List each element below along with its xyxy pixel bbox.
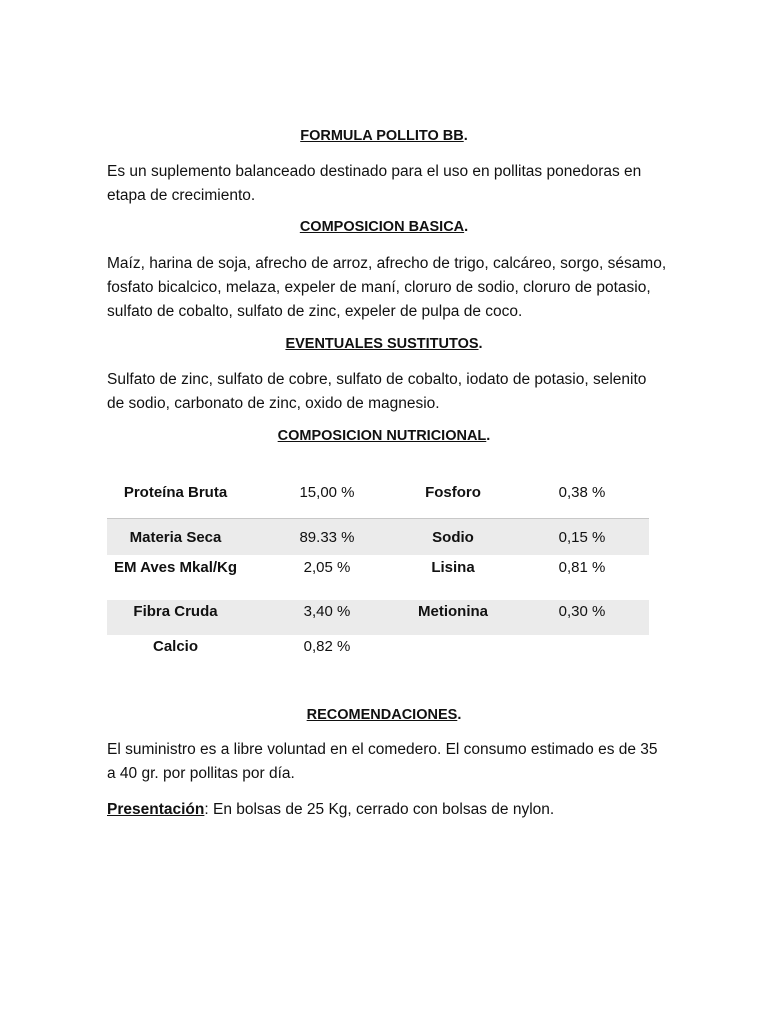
nutrient-value: 0,30 % xyxy=(558,603,606,620)
nutrient-name: EM Aves Mkal/Kg xyxy=(113,559,238,576)
page-title xyxy=(0,128,768,144)
nutrient-value: 0,15 % xyxy=(558,529,606,546)
title-text: FORMULA POLLITO BB xyxy=(300,128,464,144)
nutrient-name: Proteína Bruta xyxy=(123,484,228,501)
composicion-nutricional-heading-text: COMPOSICION NUTRICIONAL xyxy=(277,428,487,444)
table-row xyxy=(107,635,649,671)
eventuales-sustitutos-heading xyxy=(0,336,768,352)
composicion-nutricional-heading xyxy=(0,428,768,444)
presentacion-colon: : xyxy=(204,801,209,818)
composicion-nutricional-heading-suffix: . xyxy=(486,428,491,444)
intro-paragraph: Es un suplemento balanceado destinado para el uso en pollitas ponedoras en etapa de crecimiento. xyxy=(107,163,642,204)
nutrient-name: Fosforo xyxy=(425,484,481,501)
presentacion-label: Presentación xyxy=(107,801,205,818)
nutrient-value: 3,40 % xyxy=(303,603,351,620)
recomendaciones-text: El suministro es a libre voluntad en el comedero. El consumo estimado es de 35 a 40 gr. por pollitas por día. xyxy=(107,741,658,782)
nutrient-value: 0,81 % xyxy=(558,559,606,576)
recomendaciones-heading xyxy=(0,707,768,723)
nutrient-name: Materia Seca xyxy=(129,529,222,546)
composicion-basica-heading-text: COMPOSICION BASICA xyxy=(299,219,465,235)
table-row xyxy=(107,518,649,555)
table-row xyxy=(107,474,649,518)
table-row xyxy=(107,600,649,635)
eventuales-sustitutos-heading-text: EVENTUALES SUSTITUTOS xyxy=(285,336,479,352)
nutrient-value: 0,82 % xyxy=(303,638,351,655)
composicion-basica-heading-suffix: . xyxy=(464,219,469,235)
title-suffix: . xyxy=(463,128,468,144)
nutrient-name: Metionina xyxy=(418,603,488,620)
nutrition-table xyxy=(107,474,649,671)
recomendaciones-heading-text: RECOMENDACIONES xyxy=(306,707,458,723)
eventuales-sustitutos-heading-suffix: . xyxy=(478,336,483,352)
recomendaciones-heading-suffix: . xyxy=(457,707,462,723)
nutrient-value: 15,00 % xyxy=(299,484,355,501)
nutrient-name: Sodio xyxy=(432,529,474,546)
nutrient-value: 2,05 % xyxy=(303,559,351,576)
composicion-basica-text: Maíz, harina de soja, afrecho de arroz, afrecho de trigo, calcáreo, sorgo, sésamo, fosfato bicalcico, melaza, expeler de maní, cloruro de sodio, cloruro de potasio, sulfato de cobalto, sulfato de zinc, expeler de pulpa de coco. xyxy=(107,255,667,320)
presentacion-paragraph xyxy=(107,798,667,822)
nutrient-value: 0,38 % xyxy=(558,484,606,501)
eventuales-sustitutos-text: Sulfato de zinc, sulfato de cobre, sulfato de cobalto, iodato de potasio, selenito de sodio, carbonato de zinc, oxido de magnesio. xyxy=(107,371,647,412)
nutrient-name: Lisina xyxy=(431,559,475,576)
table-row xyxy=(107,555,649,600)
nutrient-name: Fibra Cruda xyxy=(133,603,218,620)
presentacion-text: En bolsas de 25 Kg, cerrado con bolsas de nylon. xyxy=(208,801,555,818)
nutrient-value: 89.33 % xyxy=(299,529,355,546)
nutrient-name: Calcio xyxy=(152,638,198,655)
composicion-basica-heading xyxy=(0,219,768,235)
